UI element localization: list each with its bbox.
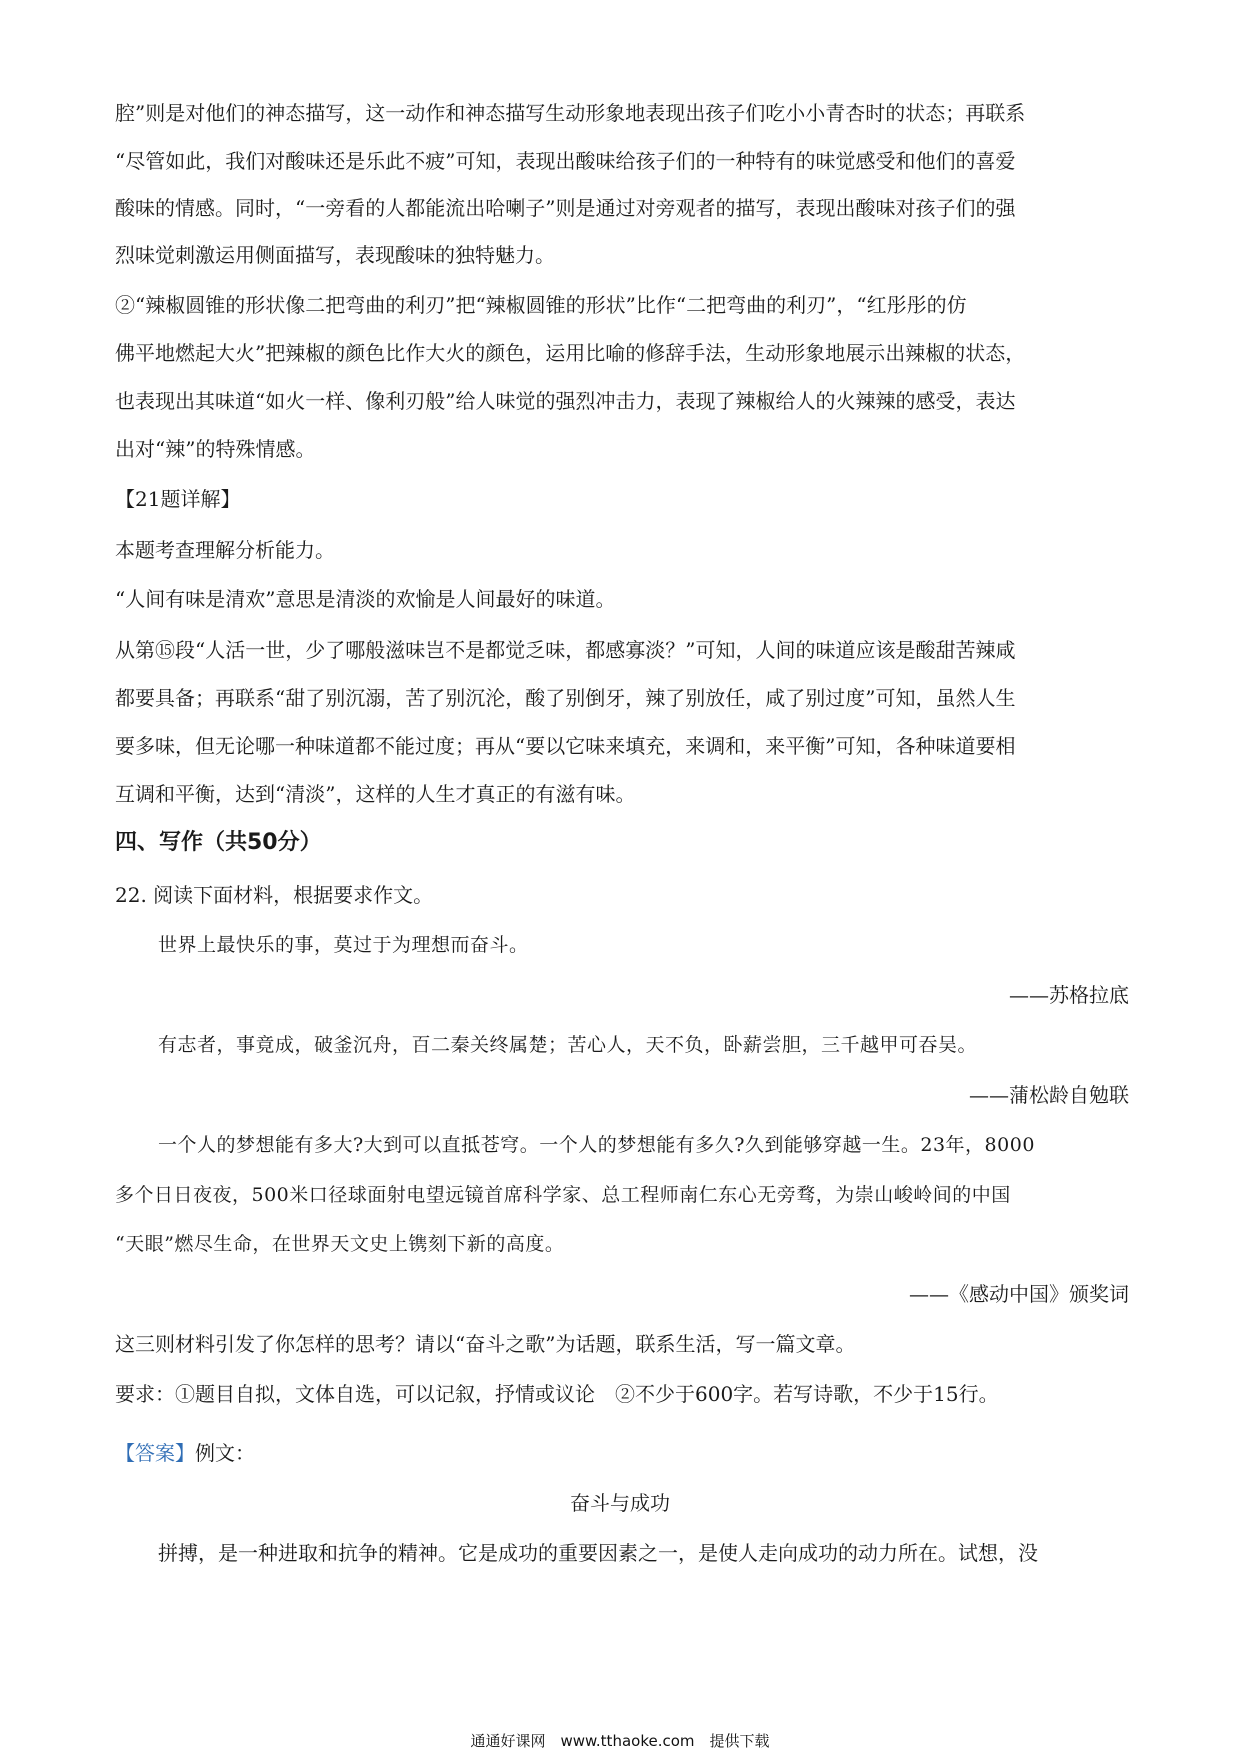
answer-tag: 【答案】 — [115, 1441, 195, 1465]
footer-watermark: 通通好课网 www.tthaoke.com 提供下载 — [470, 1732, 770, 1750]
text-line: 本题考查理解分析能力。 — [115, 538, 335, 562]
answer-line — [115, 1438, 1125, 1468]
text-line: 也表现出其味道“如火一样、像利刃般”给人味觉的强烈冲击力，表现了辣椒给人的火辣辣的感受，表达 — [115, 389, 1016, 413]
writing-task: 这三则材料引发了你怎样的思考？请以“奋斗之歌”为话题，联系生活，写一篇文章。 — [115, 1332, 856, 1356]
quote-source: ——《感动中国》颁奖词 — [909, 1282, 1129, 1306]
material-quote: “天眼”燃尽生命，在世界天文史上镌刻下新的高度。 — [115, 1233, 565, 1255]
section-heading: 四、写作（共50分） — [115, 830, 322, 855]
material-quote: 一个人的梦想能有多大?大到可以直抵苍穹。一个人的梦想能有多久?久到能够穿越一生。23年，8000 — [158, 1134, 1035, 1156]
text-line: 出对“辣”的特殊情感。 — [115, 437, 316, 461]
quote-source: ——苏格拉底 — [1009, 983, 1129, 1007]
text-line: 要多味，但无论哪一种味道都不能过度；再从“要以它味来填充，来调和，来平衡”可知，各种味道要相 — [115, 734, 1016, 758]
text-line: 酸味的情感。同时，“一旁看的人都能流出哈喇子”则是通过对旁观者的描写，表现出酸味对孩子们的强 — [115, 196, 1016, 220]
material-quote: 有志者，事竟成，破釜沉舟，百二秦关终属楚；苦心人，天不负，卧薪尝胆，三千越甲可吞吴。 — [158, 1034, 978, 1056]
text-line: 烈味觉刺激运用侧面描写，表现酸味的独特魅力。 — [115, 243, 555, 267]
text-line: 都要具备；再联系“甜了别沉溺，苦了别沉沦，酸了别倒牙，辣了别放任，咸了别过度”可知，虽然人生 — [115, 686, 1016, 710]
text-line: 佛平地燃起大火”把辣椒的颜色比作大火的颜色，运用比喻的修辞手法，生动形象地展示出辣椒的状态， — [115, 341, 1026, 365]
material-quote: 多个日日夜夜，500米口径球面射电望远镜首席科学家、总工程师南仁东心无旁骛，为崇山峻岭间的中国 — [115, 1184, 1011, 1206]
text-line: 从第⑮段“人活一世，少了哪般滋味岂不是都觉乏味，都感寡淡？”可知，人间的味道应该是酸甜苦辣咸 — [115, 638, 1016, 662]
answer-lead: 例文： — [195, 1441, 255, 1465]
text-line: 互调和平衡，达到“清淡”，这样的人生才真正的有滋有味。 — [115, 782, 636, 806]
text-line: ②“辣椒圆锥的形状像二把弯曲的利刃”把“辣椒圆锥的形状”比作“二把弯曲的利刃”，“红彤彤的仿 — [115, 293, 967, 317]
q21-heading: 【21题详解】 — [115, 487, 241, 511]
writing-requirements: 要求：①题目自拟，文体自选，可以记叙，抒情或议论 ②不少于600字。若写诗歌，不少于15行。 — [115, 1382, 999, 1406]
text-line: “人间有味是清欢”意思是清淡的欢愉是人间最好的味道。 — [115, 587, 616, 611]
question-prompt: 22. 阅读下面材料，根据要求作文。 — [115, 883, 434, 907]
material-quote: 世界上最快乐的事，莫过于为理想而奋斗。 — [158, 934, 529, 956]
essay-first-line: 拼搏，是一种进取和抗争的精神。它是成功的重要因素之一，是使人走向成功的动力所在。试想，没 — [158, 1541, 1038, 1565]
essay-title: 奋斗与成功 — [570, 1491, 670, 1515]
text-line: “尽管如此，我们对酸味还是乐此不疲”可知，表现出酸味给孩子们的一种特有的味觉感受和他们的喜爱 — [115, 149, 1016, 173]
quote-source: ——蒲松龄自勉联 — [969, 1083, 1129, 1107]
text-line: 腔”则是对他们的神态描写，这一动作和神态描写生动形象地表现出孩子们吃小小青杏时的状态；再联系 — [115, 101, 1026, 125]
